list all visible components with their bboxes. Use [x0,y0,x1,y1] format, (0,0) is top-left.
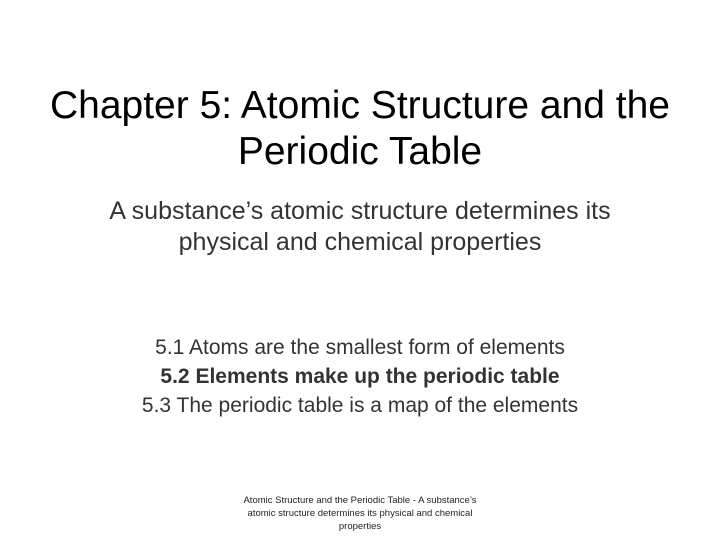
slide-title: Chapter 5: Atomic Structure and the Periodic Table [49,84,670,173]
slide-footer: Atomic Structure and the Periodic Table - A substance’s atomic structure determines its physical and chemical properties [243,495,477,532]
section-item: 5.1 Atoms are the smallest form of elements [155,336,565,359]
section-item: 5.3 The periodic table is a map of the elements [141,394,579,417]
slide-subtitle: A substance’s atomic structure determines its physical and chemical properties [109,197,611,256]
section-list [80,333,640,420]
section-item-current: 5.2 Elements make up the periodic table [160,365,560,388]
